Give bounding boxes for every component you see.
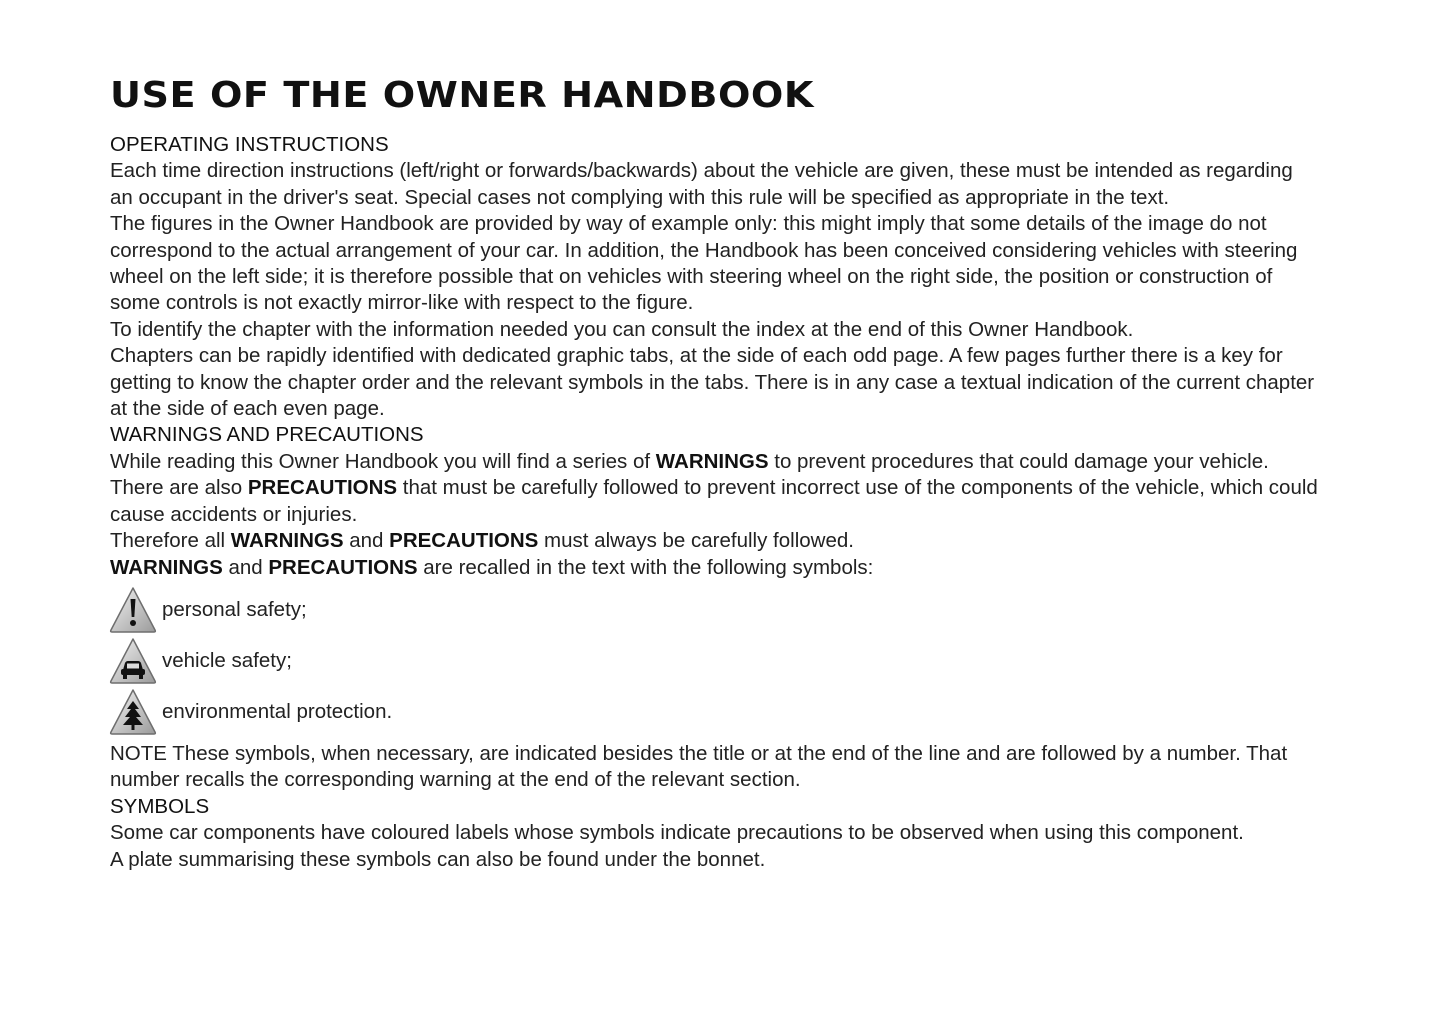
page-body xyxy=(110,132,1320,873)
warnings-paragraph-4 xyxy=(110,555,1320,581)
symbol-label: personal safety; xyxy=(162,598,307,622)
text-run: to prevent procedures that could damage your vehicle. xyxy=(768,449,1269,473)
operating-paragraph-3: To identify the chapter with the information needed you can consult the index at the end of this Owner Handbook. xyxy=(110,317,1134,341)
text-run: While reading this Owner Handbook you will find a series of xyxy=(110,449,656,473)
warnings-paragraph-2 xyxy=(110,475,1320,528)
warnings-precautions-heading: WARNINGS AND PRECAUTIONS xyxy=(110,423,424,447)
text-run: and xyxy=(343,529,390,553)
symbol-row-vehicle-safety xyxy=(110,636,1320,687)
text-run: are recalled in the text with the following symbols: xyxy=(417,555,874,579)
warnings-paragraph-3 xyxy=(110,528,1320,554)
warning-symbols-list xyxy=(110,585,1320,738)
operating-paragraph-1: Each time direction instructions (left/right or forwards/backwards) about the vehicle are given, these must be intended as regarding an occupant in the driver's seat. Special cases not complying with this rule will be specified as appropriate in the text. xyxy=(110,159,1293,209)
note-paragraph: NOTE These symbols, when necessary, are indicated besides the title or at the end of the line and are followed by a number. That number recalls the corresponding warning at the end of the relevant section. xyxy=(110,741,1288,792)
warnings-keyword: WARNINGS xyxy=(655,449,769,473)
text-run: must always be carefully followed. xyxy=(538,529,854,553)
precautions-keyword: PRECAUTIONS xyxy=(247,476,398,500)
page-title: USE OF THE OWNER HANDBOOK xyxy=(110,75,815,116)
text-run: Therefore all xyxy=(110,529,231,553)
vehicle-safety-icon xyxy=(108,636,158,686)
symbols-heading: SYMBOLS xyxy=(110,794,210,818)
symbols-paragraph-2: A plate summarising these symbols can also be found under the bonnet. xyxy=(110,847,766,871)
warnings-keyword: WARNINGS xyxy=(110,555,223,579)
operating-paragraph-2: The figures in the Owner Handbook are provided by way of example only: this might imply that some details of the image do not correspond to the actual arrangement of your car. In addition, the Handbook has been conceived considering vehicles with steering wheel on the left side; it is therefore possible that on vehicles with steering wheel on the right side, the position or construction of some controls is not exactly mirror-like with respect to the figure. xyxy=(110,212,1298,315)
symbol-label: vehicle safety; xyxy=(162,649,292,673)
operating-instructions-heading: OPERATING INSTRUCTIONS xyxy=(110,133,389,156)
symbol-row-personal-safety xyxy=(110,585,1320,636)
symbols-paragraph-1: Some car components have coloured labels whose symbols indicate precautions to be observed when using this component. xyxy=(110,821,1244,845)
text-run: There are also xyxy=(110,476,248,500)
symbol-label: environmental protection. xyxy=(162,700,393,724)
text-run: that must be carefully followed to prevent incorrect use of the components of the vehicle, which could cause accidents or injuries. xyxy=(110,476,1318,526)
warnings-paragraph-1 xyxy=(110,449,1320,475)
warnings-keyword: WARNINGS xyxy=(230,529,344,553)
environmental-protection-icon xyxy=(108,687,158,737)
symbol-row-environmental-protection xyxy=(110,687,1320,738)
personal-safety-icon xyxy=(108,585,158,635)
operating-paragraph-4: Chapters can be rapidly identified with dedicated graphic tabs, at the side of each odd page. A few pages further there is a key for getting to know the chapter order and the relevant symbols in the tabs. There is in any case a textual indication of the current chapter at the side of each even page. xyxy=(110,344,1315,421)
precautions-keyword: PRECAUTIONS xyxy=(389,529,539,553)
precautions-keyword: PRECAUTIONS xyxy=(268,555,418,579)
text-run: and xyxy=(222,555,269,579)
